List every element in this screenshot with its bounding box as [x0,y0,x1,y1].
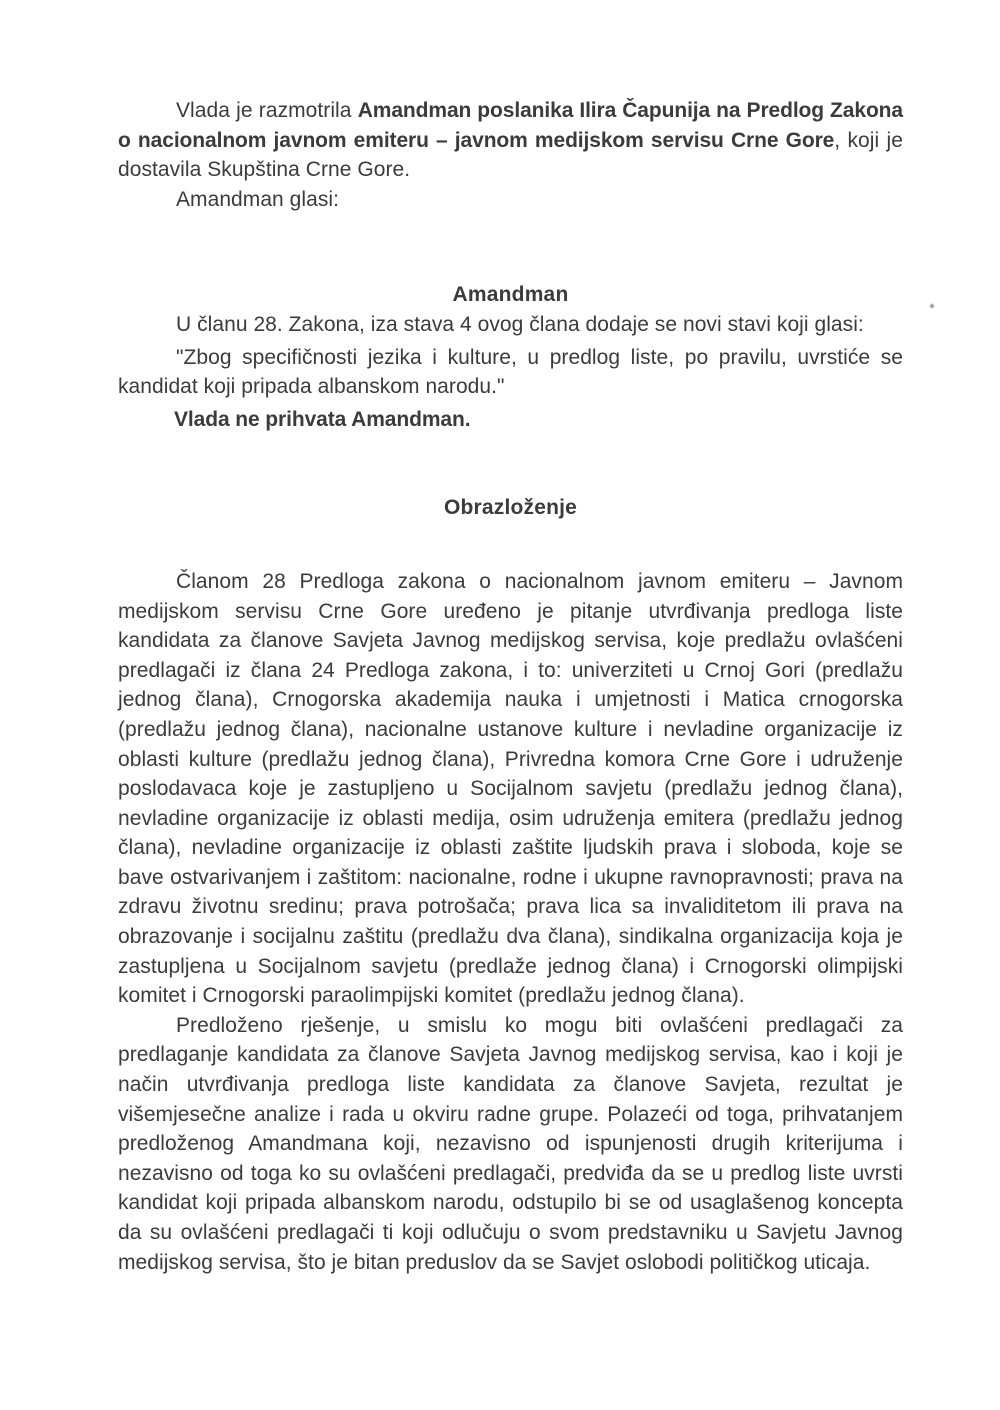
scan-speck-artifact [930,304,934,308]
explanation-heading: Obrazloženje [443,496,578,520]
amendment-quoted-text: "Zbog specifičnosti jezika i kulture, u predlog liste, po pravilu, uvrstiće se kandidat koji pripada albanskom narodu." [118,345,903,399]
intro-second-line: Amandman glasi: [176,187,339,211]
intro-lead-bold: Amandman poslanika Ilira Čapunija na Predlog Zakona o nacionalnom javnom emiteru – javnom medijskom servisu Crne Gore [118,99,903,152]
intro-lead-normal-2: , koji je dostavila Skupština Crne Gore. [118,128,903,182]
explanation-paragraph-1: Članom 28 Predloga zakona o nacionalnom javnom emiteru – Javnom medijskom servisu Crne Gore uređeno je pitanje utvrđivanja predloga liste kandidata za članove Savjeta Javnog medijskog servisa, koje predlažu ovlašćeni predlagači iz člana 24 Predloga zakona, i to: univerziteti u Crnoj Gori (predlažu jednog člana), Crnogorska akademija nauka i umjetnosti i Matica crnogorska (predlažu jednog člana), nacionalne ustanove kulture i nevladine organizacije iz oblasti kulture (predlažu jednog člana), Privredna komora Crne Gore i udruženje poslodavaca koje je zastupljeno u Socijalnom savjetu (predlažu jednog člana), nevladine organizacije iz oblasti medija, osim udruženja emitera (predlažu jednog člana), nevladine organizacije iz oblasti zaštite ljudskih prava i sloboda, koje se bave ostvarivanjem i zaštitom: nacionalne, rodne i ukupne ravnopravnosti; prava na zdravu životnu sredinu; prava potrošača; prava lica sa invaliditetom ili prava na obrazovanje i socijalnu zaštitu (predlažu dva člana), sindikalna organizacija koja je zastupljena u Socijalnom savjetu (predlaže jednog člana) i Crnogorski olimpijski komitet i Crnogorski paraolimpijski komitet (predlažu jednog člana). [118,569,903,1008]
government-position: Vlada ne prihvata Amandman. [174,407,471,431]
spacer-before-explanation-heading [118,434,903,493]
amendment-article-text: U članu 28. Zakona, iza stava 4 ovog člana dodaje se novi stavi koji glasi: [176,312,864,336]
amendment-heading: Amandman [452,283,569,307]
spacer-after-explanation-heading [118,523,903,567]
intro-lead-paragraph [118,96,903,185]
intro-lead-normal-1: Vlada je razmotrila [176,99,358,122]
spacer-before-amendment-heading [118,214,903,280]
document-body [118,96,903,1277]
explanation-paragraph-2: Predloženo rješenje, u smislu ko mogu biti ovlašćeni predlagači za predlaganje kandidata za članove Savjeta Javnog medijskog servisa, kao i koji je način utvrđivanja predloga liste kandidata za članove Savjeta, rezultat je višemjesečne analize i rada u okviru radne grupe. Polazeći od toga, prihvatanjem predloženog Amandmana koji, nezavisno od ispunjenosti drugih kriterijuma i nezavisno od toga ko su ovlašćeni predlagači, predviđa da se u predlog liste uvrsti kandidat koji pripada albanskom narodu, odstupilo bi se od usaglašenog koncepta da su ovlašćeni predlagači ti koji odlučuju o svom predstavniku u Savjetu Javnog medijskog servisa, što je bitan preduslov da se Savjet oslobodi političkog uticaja. [118,1013,903,1274]
